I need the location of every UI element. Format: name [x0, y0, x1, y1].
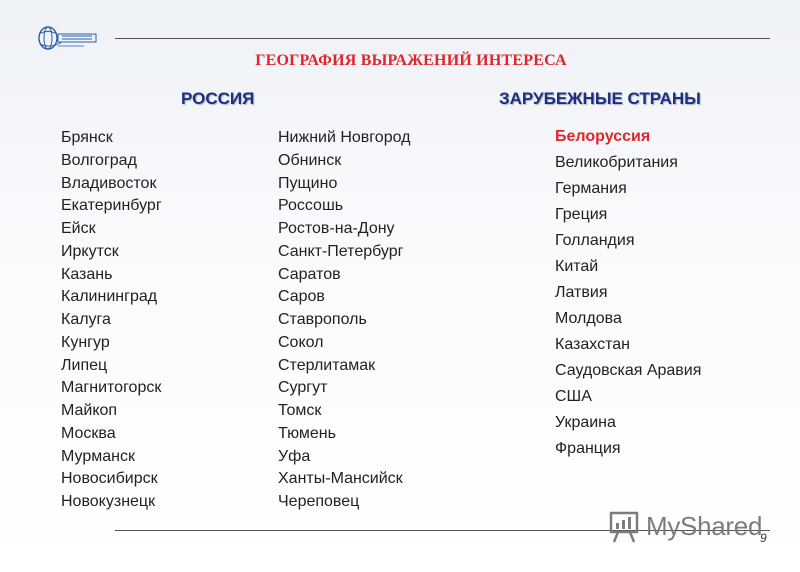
globe-logo-icon	[36, 20, 102, 56]
list-item: Кунгур	[61, 333, 110, 351]
list-item: Уфа	[278, 447, 311, 465]
page-number: 9	[760, 531, 767, 545]
list-item: Новокузнецк	[61, 493, 156, 510]
list-item: Санкт-Петербург	[278, 242, 404, 260]
list-item: Латвия	[555, 284, 608, 301]
list-item: Мурманск	[61, 447, 135, 465]
list-item: Брянск	[61, 129, 113, 146]
list-item: Нижний Новгород	[278, 129, 411, 146]
list-item: Обнинск	[278, 151, 342, 169]
list-item: Казахстан	[555, 336, 630, 353]
foreign-heading: ЗАРУБЕЖНЫЕ СТРАНЫ	[499, 89, 701, 108]
list-item: Москва	[61, 424, 116, 442]
russia-cities-column-1	[61, 127, 162, 514]
list-item: США	[555, 388, 592, 405]
list-item: Магнитогорск	[61, 379, 162, 397]
list-item: Великобритания	[555, 154, 678, 171]
list-item: Саратов	[278, 265, 341, 283]
list-item: Ейск	[61, 220, 96, 237]
watermark-text: MyShared	[646, 511, 763, 541]
list-item: Стерлитамак	[278, 356, 376, 374]
list-item: Казань	[61, 265, 113, 283]
russia-cities-column-2	[278, 127, 410, 514]
list-item: Екатеринбург	[61, 197, 162, 215]
top-divider	[115, 38, 770, 39]
list-item: Голландия	[555, 232, 635, 249]
list-item: Ханты-Мансийск	[278, 470, 403, 488]
list-item: Сокол	[278, 333, 324, 351]
list-item: Череповец	[278, 493, 360, 510]
list-item: Калуга	[61, 311, 111, 328]
list-item: Франция	[555, 440, 621, 457]
chart-board-icon	[608, 510, 640, 544]
watermark	[608, 507, 768, 547]
list-item: Новосибирск	[61, 470, 158, 488]
list-item: Саров	[278, 288, 325, 306]
list-item: Томск	[278, 402, 322, 419]
list-item: Иркутск	[61, 242, 119, 260]
list-item: Украина	[555, 414, 616, 431]
list-item: Россошь	[278, 197, 344, 215]
list-item: Белоруссия	[555, 128, 651, 145]
list-item: Китай	[555, 258, 599, 275]
list-item: Греция	[555, 206, 608, 223]
list-item: Германия	[555, 180, 627, 197]
company-logo	[36, 20, 102, 56]
list-item: Тюмень	[278, 424, 336, 442]
list-item: Пущино	[278, 174, 338, 192]
russia-heading: РОССИЯ	[181, 89, 255, 108]
page-title: ГЕОГРАФИЯ ВЫРАЖЕНИЙ ИНТЕРЕСА	[255, 52, 567, 69]
list-item: Владивосток	[61, 174, 157, 192]
list-item: Ростов-на-Дону	[278, 220, 395, 237]
list-item: Волгоград	[61, 151, 137, 169]
list-item: Липец	[61, 356, 108, 374]
list-item: Саудовская Аравия	[555, 362, 702, 379]
list-item: Ставрополь	[278, 311, 367, 328]
list-item: Майкоп	[61, 402, 118, 419]
list-item: Калининград	[61, 288, 158, 306]
list-item: Сургут	[278, 379, 328, 397]
foreign-countries-list	[555, 124, 701, 462]
list-item: Молдова	[555, 310, 622, 327]
